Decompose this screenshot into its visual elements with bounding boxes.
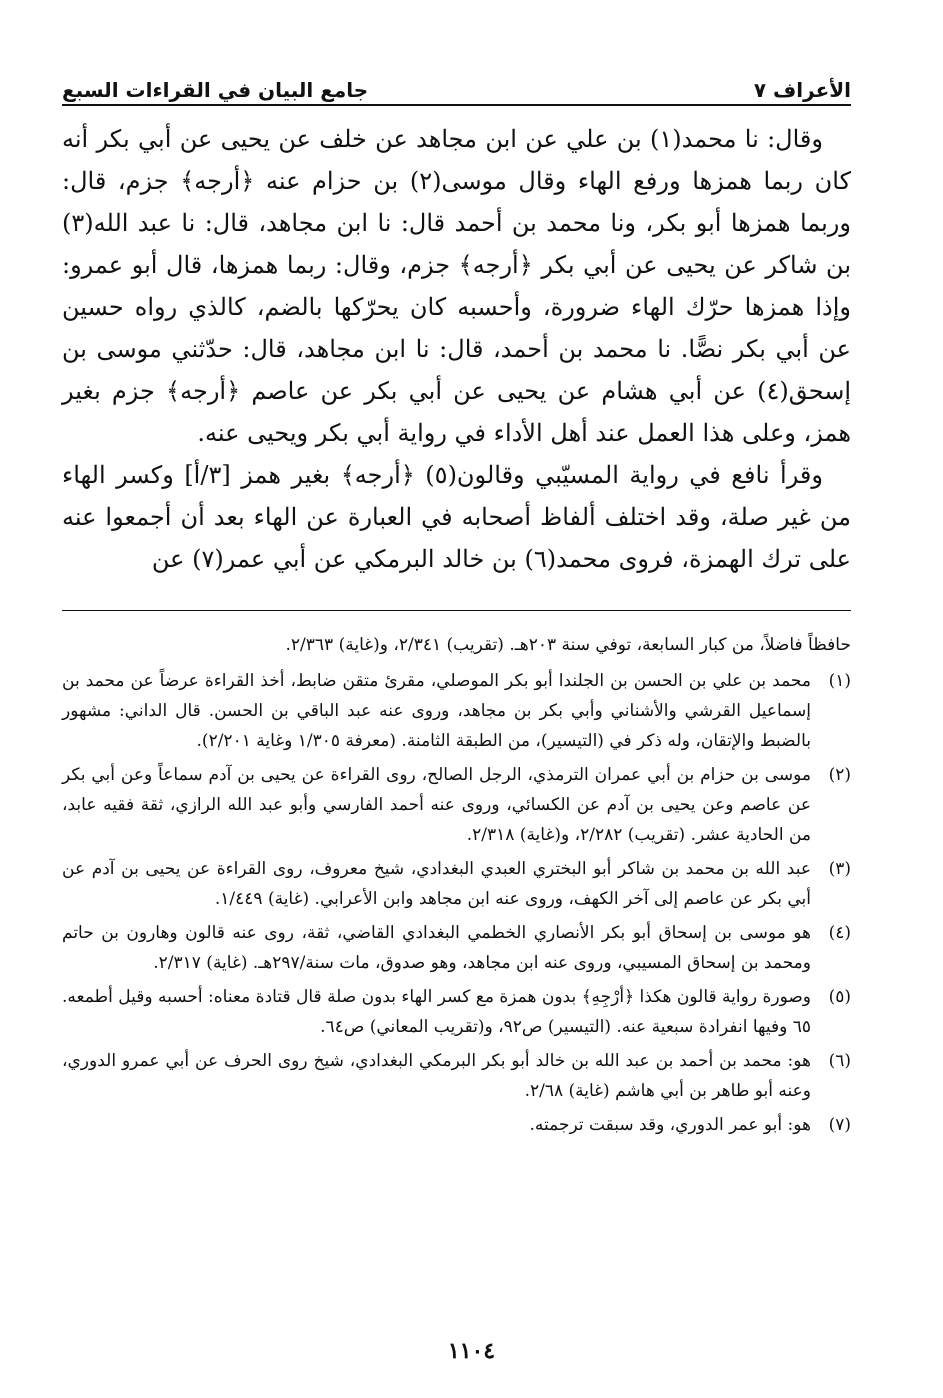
footnote-continuation: حافظاً فاضلاً، من كبار السابعة، توفي سنة ٢٠٣هـ. (تقريب) ٢/٣٤١، و(غاية) ٢/٣٦٣. <box>285 635 851 655</box>
header-rule <box>62 104 851 106</box>
footnote-number: (٥) <box>828 987 851 1007</box>
footnote <box>62 918 851 978</box>
footnote-text: هو: محمد بن أحمد بن عبد الله بن خالد أبو بكر البرمكي البغدادي، شيخ روى الحرف عن أبي عمرو الدوري، وعنه أبو طاهر بن أبي هاشم (غاية) ٢/٦٨. <box>62 1051 811 1101</box>
footnote-text: عبد الله بن محمد بن شاكر أبو البختري العبدي البغدادي، شيخ معروف، روى القراءة عن يحيى بن آدم عن أبي بكر عن عاصم إلى آخر الكهف، وروى عنه ابن مجاهد وابن الأعرابي. (غاية) ١/٤٤٩. <box>62 859 811 909</box>
main-paragraph: وقال: نا محمد(١) بن علي عن ابن مجاهد عن خلف عن يحيى عن أبي بكر أنه كان ربما همزها ورفع الهاء وقال موسى(٢) بن حزام عنه ﴿أرجه﴾ جزم، قال: وربما همزها أبو بكر، ونا محمد بن أحمد قال: نا ابن مجاهد، قال: نا عبد الله(٣) بن شاكر عن يحيى عن أبي بكر ﴿أرجه﴾ جزم، وقال: ربما همزها، قال أبو عمرو: وإذا همزها حرّك الهاء ضرورة، وأحسبه كان يحرّكها بالضم، كالذي رواه حسين عن أبي بكر نصًّا. نا محمد بن أحمد، قال: نا ابن مجاهد، قال: حدّثني موسى بن إسحق(٤) عن أبي هشام عن يحيى عن أبي بكر عن عاصم ﴿أرجه﴾ جزم بغير همز، وعلى هذا العمل عند أهل الأداء في رواية أبي بكر ويحيى عنه. <box>62 125 852 447</box>
running-header <box>62 68 851 102</box>
footnote <box>62 760 851 850</box>
footnote-number: (١) <box>828 671 851 691</box>
footnote-number: (٤) <box>828 923 851 943</box>
footnote-number: (٣) <box>828 859 851 879</box>
footnote-text: هو: أبو عمر الدوري، وقد سبقت ترجمته. <box>529 1115 811 1135</box>
footnote-number: (٦) <box>828 1051 851 1071</box>
footnote-text: وصورة رواية قالون هكذا ﴿أرْجِهِ﴾ بدون همزة مع كسر الهاء بدون صلة قال قتادة معناه: أحسبه وقيل أطمعه. ٦٥ وفيها انفرادة سبعية عنه. (التيسير) ص٩٢، و(تقريب المعاني) ص٦٤. <box>62 987 811 1037</box>
main-paragraph: وقرأ نافع في رواية المسيّبي وقالون(٥) ﴿أرجه﴾ بغير همز [٣/أ] وكسر الهاء من غير صلة، وقد اختلف ألفاظ أصحابه في العبارة عن الهاء بعد أن أجمعوا عنه على ترك الهمزة، فروى محمد(٦) بن خالد البرمكي عن أبي عمر(٧) عن <box>62 461 851 573</box>
footnote-number: (٧) <box>828 1115 851 1135</box>
footnote <box>62 1046 851 1106</box>
footnote <box>62 854 851 914</box>
footnote-separator <box>62 610 851 611</box>
footnote-number: (٢) <box>828 765 851 785</box>
footnote <box>62 1110 851 1140</box>
header-book-title: جامع البيان في القراءات السبع <box>62 78 369 102</box>
main-text <box>62 118 851 580</box>
page-number: ١١٠٤ <box>447 1338 496 1364</box>
footnotes <box>62 630 851 1144</box>
footnote-text: موسى بن حزام بن أبي عمران الترمذي، الرجل الصالح، روى القراءة عن يحيى بن آدم سماعاً وعن أبي بكر عن عاصم وعن يحيى بن آدم عن الكسائي، وروى عنه أحمد الفارسي وأبو عبد الله الرازي، ثقة فقيه عابد، من الحادية عشر. (تقريب) ٢/٢٨٢، و(غاية) ٢/٣١٨. <box>62 765 811 845</box>
footnote <box>62 666 851 756</box>
footnote <box>62 982 851 1042</box>
header-chapter: الأعراف ٧ <box>753 78 851 102</box>
footnote-text: محمد بن علي بن الحسن بن الجلندا أبو بكر الموصلي، مقرئ متقن ضابط، أخذ القراءة عرضاً عن محمد بن إسماعيل القرشي والأشناني وأبي بكر بن مجاهد، وروى عنه عبد الباقي بن الحسن. قال الداني: مشهور بالضبط والإتقان، وله ذكر في (التيسير)، من الطبقة الثامنة. (معرفة ١/٣٠٥ وغاية ٢/٢٠١). <box>62 671 811 751</box>
footnote-text: هو موسى بن إسحاق أبو بكر الأنصاري الخطمي البغدادي القاضي، ثقة، روى عنه قالون وهارون بن حاتم ومحمد بن إسحاق المسيبي، وروى عنه ابن مجاهد، وهو صدوق، مات سنة/٢٩٧هـ. (غاية) ٢/٣١٧. <box>62 923 811 973</box>
